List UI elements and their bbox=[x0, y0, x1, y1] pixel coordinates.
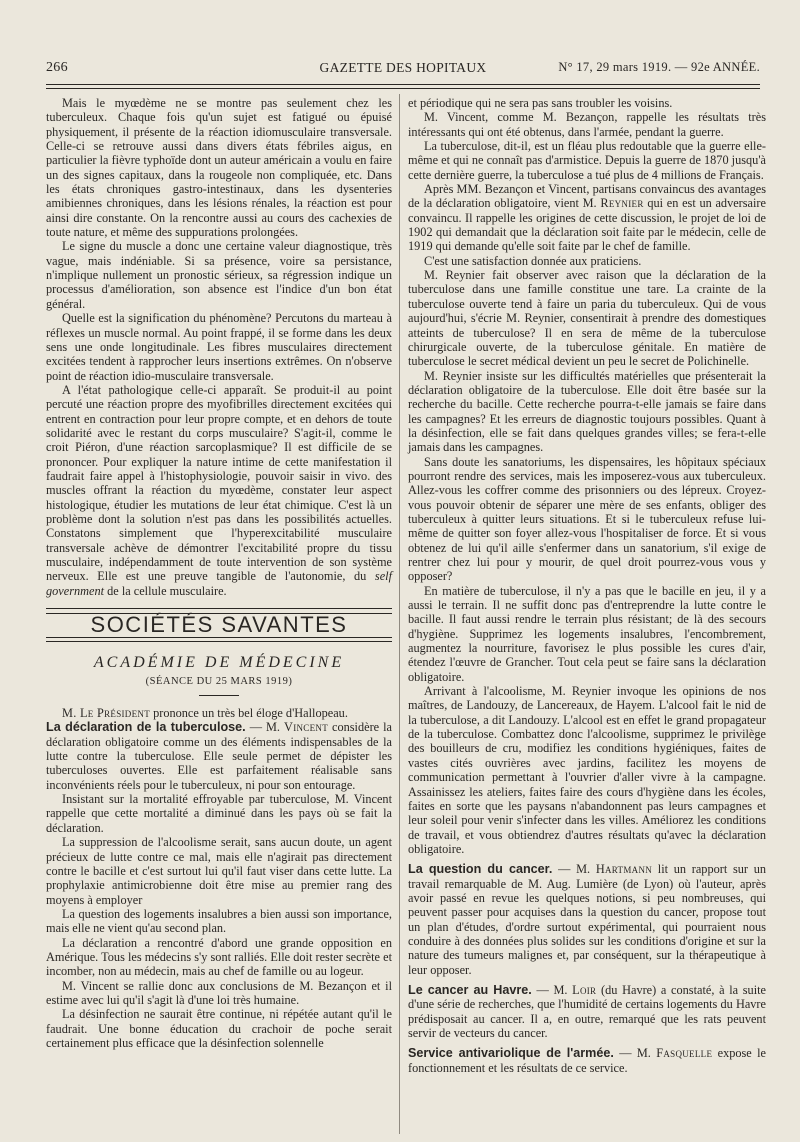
left-column bbox=[46, 96, 392, 1050]
section-banner-inner bbox=[46, 613, 392, 638]
text: — M. bbox=[531, 982, 573, 997]
text: considère la déclaration obligatoire comme un des éléments indispensables de la lutte contre la tuberculose. Elle seule permet de dépister les tuberculoses ouvertes. Elle est parfaitement réalisable sans inconvénients réels pour le tuberculeux, ni pour son entourage. bbox=[46, 720, 393, 792]
text: — M. bbox=[613, 1046, 657, 1061]
paragraph: M. Reynier insiste sur les difficultés matérielles que présenterait la déclaration obligatoire de la tuberculose. Elle doit être basée sur la recherche du bacille. Cette recherche pourra-t-elle jamais se faire dans les campagnes? Et les erreurs de diagnostic toujours possibles. Quant à la désinfection, elle se fait dans quelques grandes villes; se fera-t-elle jamais dans les campagnes. bbox=[408, 368, 766, 455]
text: Après MM. Bezançon et Vincent, partisans convaincus des avantages de la déclaration obligatoire, vient M. bbox=[408, 182, 766, 211]
runin-heading: La déclaration de la tuberculose. bbox=[46, 720, 246, 735]
paragraph: et périodique qui ne sera pas sans troubler les voisins. bbox=[408, 96, 673, 110]
paragraph: Arrivant à l'alcoolisme, M. Reynier invoque les opinions de nos maîtres, de Landouzy, de Lancereaux, de Hayem. L'alcool fait le nid de la tuberculose, a dit Landouzy. L'alcool est en effet le grand propagateur de la tuberculose. Combattez donc l'alcoolisme, supprimez le privilège des bouilleurs de cru, modifiez les conditions hygiéniques, faites de vastes cités ouvrières avec jardins, facilitez les moyens de communication permettant à l'ouvrier d'aller vivre à la campagne. Assainissez les ateliers, faites faire des cours d'hygiène dans les écoles, faites en sorte que les paysans n'abandonnent pas leurs campagnes et leur soleil pour venir s'infecter dans les villes. Améliorez les conditions de travail, et vous obtiendrez d'autres résultats qu'avec la déclaration obligatoire. bbox=[408, 684, 766, 856]
text: — M. bbox=[552, 862, 596, 877]
author-name: Fasquelle bbox=[656, 1046, 713, 1061]
paragraph: La désinfection ne saurait être continue, ni répétée autant qu'il le faudrait. Une bonne éducation du crachoir de poche serait certainement plus efficace que la désinfection solennelle bbox=[46, 1007, 392, 1050]
paragraph: Quelle est la signification du phénomène? Percutons du marteau à réflexes un muscle normal. Au point frappé, il se forme dans les deux sens une onde longitudinale. Les fibres musculaires directement excitées tendent à rapprocher leurs insertions extrêmes. On n'observe point de réaction idio-musculaire transversale. bbox=[46, 311, 392, 383]
paragraph: M. Vincent, comme M. Bezançon, rappelle les résultats très intéressants qui ont été obtenus, dans l'armée, pendant la guerre. bbox=[408, 110, 766, 139]
header-rule-thin bbox=[46, 88, 760, 89]
paragraph bbox=[46, 383, 392, 598]
author-name: Reynier bbox=[600, 196, 644, 211]
text: de la cellule musculaire. bbox=[104, 583, 227, 598]
academie-heading: ACADÉMIE DE MÉDECINE bbox=[93, 654, 345, 672]
paragraph: Le signe du muscle a donc une certaine valeur diagnostique, très vague, mais indéniable. Si sa présence, voire sa persistance, n'implique nullement un pronostic sérieux, sa régression indique un processus d'amélioration, son absence est l'indice d'un bon état général. bbox=[46, 239, 392, 311]
text: qui en est un adversaire convaincu. Il rappelle les origines de cette discussion, le projet de loi de 1902 qui demandait que la déclaration soit faite par le médecin, celle de 1919 qui demande qu'elle soit faite par le chef de famille. bbox=[408, 196, 766, 254]
paragraph: Sans doute les sanatoriums, les dispensaires, les hôpitaux spéciaux pourront rendre des services, mais les imposerez-vous aux tuberculeux. Allez-vous les coffrer comme des prisonniers ou des lépreux. Croyez-vous pouvoir obtenir de séparer une mère de ses enfants, obliger des tuberculeux à quitter leurs situations. Et si le tuberculeux refuse lui-même de quitter son foyer allez-vous l'hospitaliser de force. Et si vous obtenez de lui qu'il aille s'enfermer dans un sanatorium, s'il exige de rentrer chez lui pour y mourir, de quel droit pourrez-vous vous y opposer? bbox=[408, 454, 766, 584]
paragraph: M. Vincent se rallie donc aux conclusions de M. Bezançon et il estime avec lui qu'il s'agit là d'une loi très humaine. bbox=[46, 978, 392, 1007]
paragraph: En matière de tuberculose, il n'y a pas que le bacille en jeu, il y a aussi le terrain. Il ne suffit donc pas d'entreprendre la lutte contre le bacille. Il faut aussi rendre le terrain plus résistant; de là des secours d'hygiène. Supprimez les logements insalubres, l'encombrement, augmentez la nourriture, favorisez le plus possible les cures d'air, étendez l'œuvre de Grancher. Tout cela peut se faire sans la déclaration obligatoire. bbox=[408, 583, 766, 684]
column-separator bbox=[399, 94, 400, 1134]
header-rule bbox=[46, 84, 760, 85]
paragraph: La tuberculose, dit-il, est un fléau plus redoutable que la guerre elle-même et qui ne connaît pas d'armistice. Depuis la guerre de 1870 jusqu'à cette dernière guerre, la tuberculose a tué plus de 4 millions de Français. bbox=[408, 139, 766, 182]
paragraph bbox=[408, 182, 766, 254]
short-rule bbox=[199, 695, 239, 696]
paragraph: La question des logements insalubres a bien aussi son importance, mais elle ne vient qu'au second plan. bbox=[46, 906, 392, 936]
section-banner bbox=[46, 608, 392, 642]
runin-heading: La question du cancer. bbox=[408, 862, 553, 877]
text: A l'état pathologique celle-ci apparaît. Se produit-il au point percuté une réaction propre des myofibrilles directement excitées qui entrent en contraction pour leur propre compte, et en dehors de toute solidarité avec le restant du corps musculaire? S'agit-il, comme le croit Piéron, d'une réaction sarcoplasmique? Il est difficile de se prononcer. Pour expliquer la nature intime de cette manifestation il faudrait faire appel à l'histophysiologie, pouvoir saisir in vivo. des muscles offrant la réaction du myœdème, constater leur aspect histologique, étudier les mutations de leur état chimique. C'est là un problème dont la solution n'est pas dans les possibilités actuelles. Constatons simplement que l'hyperexcitabilité musculaire transversale achève de démontrer l'excitabilité propre du tissu musculaire, indépendamment de toute intervention de son système nerveux. Elle est une preuve tangible de l'autonomie, du bbox=[46, 382, 392, 584]
right-column bbox=[408, 96, 766, 1075]
page-header bbox=[46, 58, 760, 80]
paragraph: Insistant sur la mortalité effroyable par tuberculose, M. Vincent rappelle que cette mortalité a diminué dans les pays où se fait la déclaration. bbox=[46, 792, 392, 835]
text: expose le fonctionnement et les résultats de ce service. bbox=[408, 1046, 766, 1075]
paragraph: La suppression de l'alcoolisme serait, sans aucun doute, un agent précieux de lutte contre ce mal, mais elle n'agirait pas directement contre le bacille et c'est surtout lui qu'il faut viser dans cette lutte. La prophylaxie antimicrobienne doit être mise au premier rang des moyens à employer bbox=[46, 835, 392, 907]
president-name: M. Le Président bbox=[62, 706, 151, 721]
text: (du Havre) a constaté, à la suite d'une série de recherches, que l'humidité de certains logements du Havre prédisposait au cancer. Il a, en outre, remarqué que les rats peuvent servir de vecteurs du cancer. bbox=[408, 982, 766, 1040]
author-name: Hartmann bbox=[595, 862, 653, 877]
paragraph: Mais le myœdème ne se montre pas seulement chez les tuberculeux. Chaque fois qu'un sujet est fatigué ou épuisé physiquement, il présente de la réaction idiomusculaire transversale. Celle-ci se retrouve aussi dans divers états fébriles aigus, en particulier la fièvre typhoïde dont un auteur américain a voulu en faire un des signes capitaux, dans la rougeole non compliquée, etc. Dans les états chroniques gastro-intestinaux, dans les dysenteries amibiennes chroniques, dans les lésions rénales, la réaction est pour ainsi dire constante. On la rencontre aussi au cours des cachexies de toute nature, et même des suppurations prolongées. bbox=[46, 96, 392, 240]
runin-heading: Le cancer au Havre. bbox=[408, 982, 532, 997]
runin-heading: Service antivariolique de l'armée. bbox=[408, 1046, 614, 1061]
text: prononce un très bel éloge d'Hallopeau. bbox=[150, 706, 348, 721]
section-title: SOCIÉTÉS SAVANTES bbox=[90, 612, 348, 638]
paragraph bbox=[46, 706, 392, 720]
paragraph bbox=[408, 983, 766, 1040]
text: — M. bbox=[245, 720, 285, 735]
issue-info: N° 17, 29 mars 1919. — 92e ANNÉE. bbox=[558, 60, 760, 74]
author-name: Vincent bbox=[284, 720, 328, 735]
paragraph bbox=[408, 1046, 766, 1075]
italic-text: self government bbox=[46, 569, 392, 598]
paragraph bbox=[46, 720, 392, 792]
seance-date: (SÉANCE DU 25 MARS 1919) bbox=[145, 675, 293, 687]
text: lit un rapport sur un travail remarquable de M. Aug. Lumière (de Lyon) où l'auteur, après avoir passé en revue les quelques notions, si peu nombreuses, qui peuvent passer pour acquises dans la question du cancer, propose tout un plan d'études, d'ordre surtout expérimental, qui pourraient nous conduire à des données plus solides sur les conditions d'origine et sur la nature des tumeurs malignes et, par conséquent, sur la thérapeutique à leur opposer. bbox=[408, 862, 766, 977]
page-number: 266 bbox=[46, 60, 68, 75]
paragraph: La déclaration a rencontré d'abord une grande opposition en Amérique. Tous les médecins s'y sont ralliés. Elle doit rester secrète et incomber, non au médecin, mais au chef de famille ou au logeur. bbox=[46, 935, 392, 979]
paragraph bbox=[408, 862, 766, 977]
paragraph: M. Reynier fait observer avec raison que la déclaration de la tuberculose dans une famille constitue une tare. La crainte de la tuberculose ouverte tend à faire un paria du tuberculeux. Qui de vous aujourd'hui, s'écrie M. Reynier, consentirait à prendre des domestiques atteints de tuberculose? Il en sera de même de la tuberculose chirurgicale ouverte, de la tuberculose génitale. En matière de tuberculose le secret médical devient un peu le secret de Polichinelle. bbox=[408, 268, 766, 369]
journal-title: GAZETTE DES HOPITAUX bbox=[319, 60, 487, 75]
paragraph: C'est une satisfaction donnée aux praticiens. bbox=[424, 253, 642, 268]
author-name: Loir bbox=[572, 982, 597, 997]
